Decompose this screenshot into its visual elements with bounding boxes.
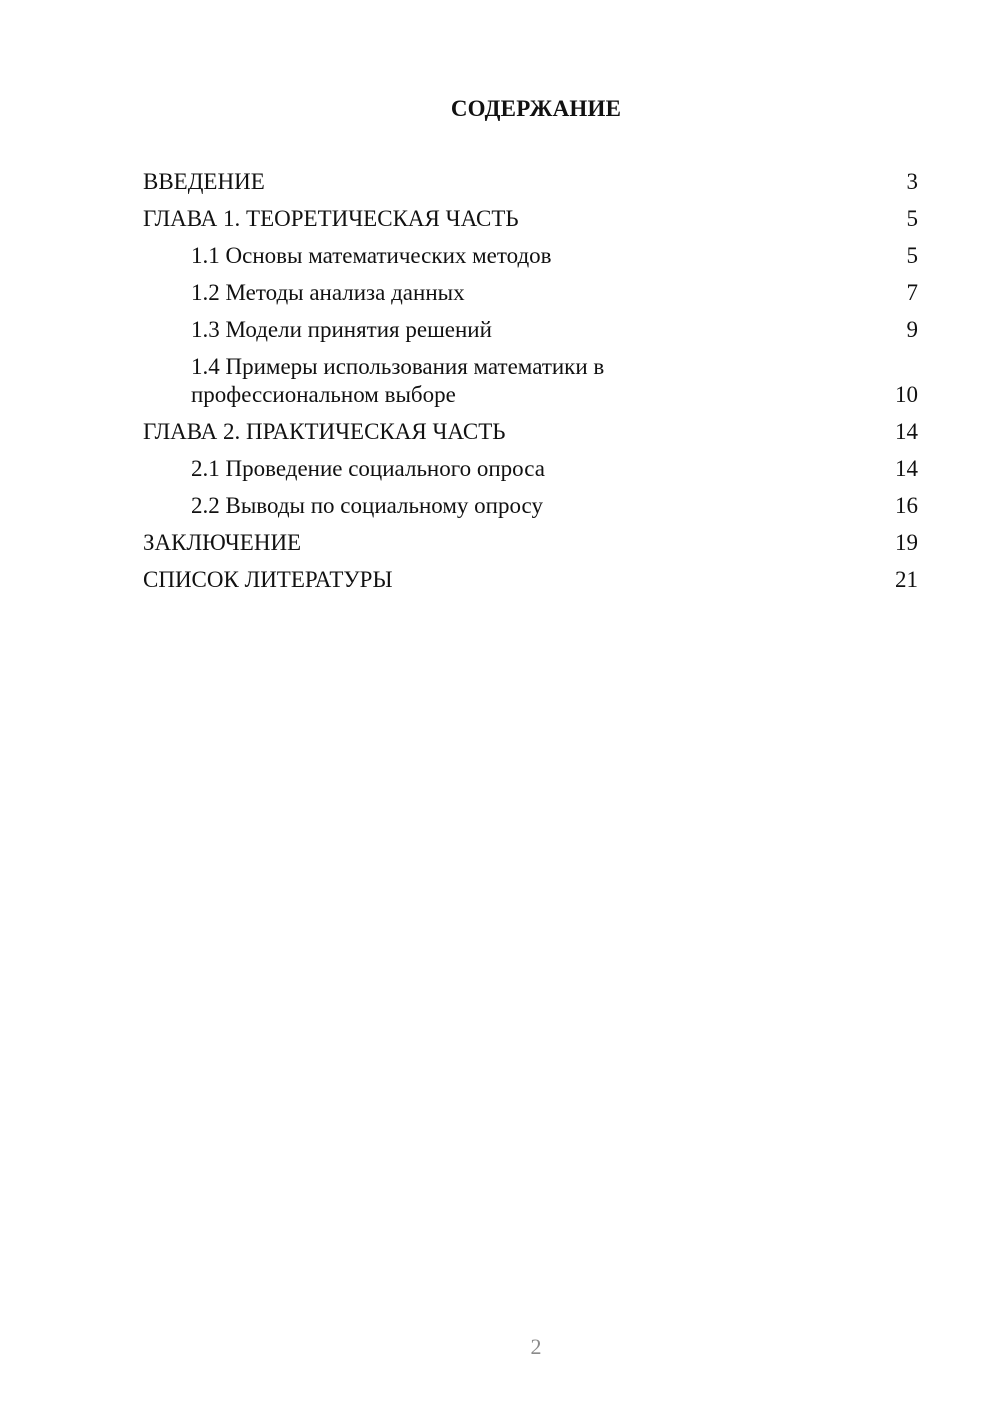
toc-entry-label: СПИСОК ЛИТЕРАТУРЫ <box>143 567 393 592</box>
toc-entry-page: 10 <box>895 382 918 407</box>
toc-entry-label: ВВЕДЕНИЕ <box>143 169 265 194</box>
toc-entry-label: 1.2 Методы анализа данных <box>191 280 465 305</box>
toc-entry-page: 21 <box>895 567 918 592</box>
toc-entry-introduction[interactable] <box>143 168 918 196</box>
page-title: СОДЕРЖАНИЕ <box>450 96 622 121</box>
toc-entry-page: 16 <box>895 493 918 518</box>
toc-entry-page: 14 <box>895 419 918 444</box>
toc-entry-section-1-3[interactable] <box>143 316 918 344</box>
toc-entry-conclusion[interactable] <box>143 529 918 557</box>
toc-entry-section-1-1[interactable] <box>143 242 918 270</box>
table-of-contents <box>143 168 918 603</box>
toc-entry-label: 1.1 Основы математических методов <box>191 243 552 268</box>
toc-entry-label: ГЛАВА 2. ПРАКТИЧЕСКАЯ ЧАСТЬ <box>143 419 506 444</box>
toc-entry-page: 7 <box>906 280 918 305</box>
toc-entry-label: 2.2 Выводы по социальному опросу <box>191 493 543 518</box>
toc-entry-page: 3 <box>906 169 918 194</box>
toc-entry-references[interactable] <box>143 566 918 594</box>
toc-entry-label: 2.1 Проведение социального опроса <box>191 456 545 481</box>
toc-entry-page: 5 <box>906 206 918 231</box>
toc-entry-label: ЗАКЛЮЧЕНИЕ <box>143 530 302 555</box>
toc-entry-page: 19 <box>895 530 918 555</box>
toc-entry-section-2-2[interactable] <box>143 492 918 520</box>
toc-entry-page: 14 <box>895 456 918 481</box>
toc-entry-chapter-1[interactable] <box>143 205 918 233</box>
toc-entry-label: 1.4 Примеры использования математики в профессиональном выборе <box>191 354 605 407</box>
toc-entry-label: ГЛАВА 1. ТЕОРЕТИЧЕСКАЯ ЧАСТЬ <box>143 206 519 231</box>
toc-entry-page: 9 <box>906 317 918 342</box>
toc-entry-page: 5 <box>906 243 918 268</box>
toc-entry-label: 1.3 Модели принятия решений <box>191 317 492 342</box>
toc-entry-chapter-2[interactable] <box>143 418 918 446</box>
page-number: 2 <box>530 1334 542 1359</box>
toc-entry-section-1-2[interactable] <box>143 279 918 307</box>
toc-entry-section-2-1[interactable] <box>143 455 918 483</box>
toc-entry-section-1-4[interactable] <box>143 353 918 409</box>
